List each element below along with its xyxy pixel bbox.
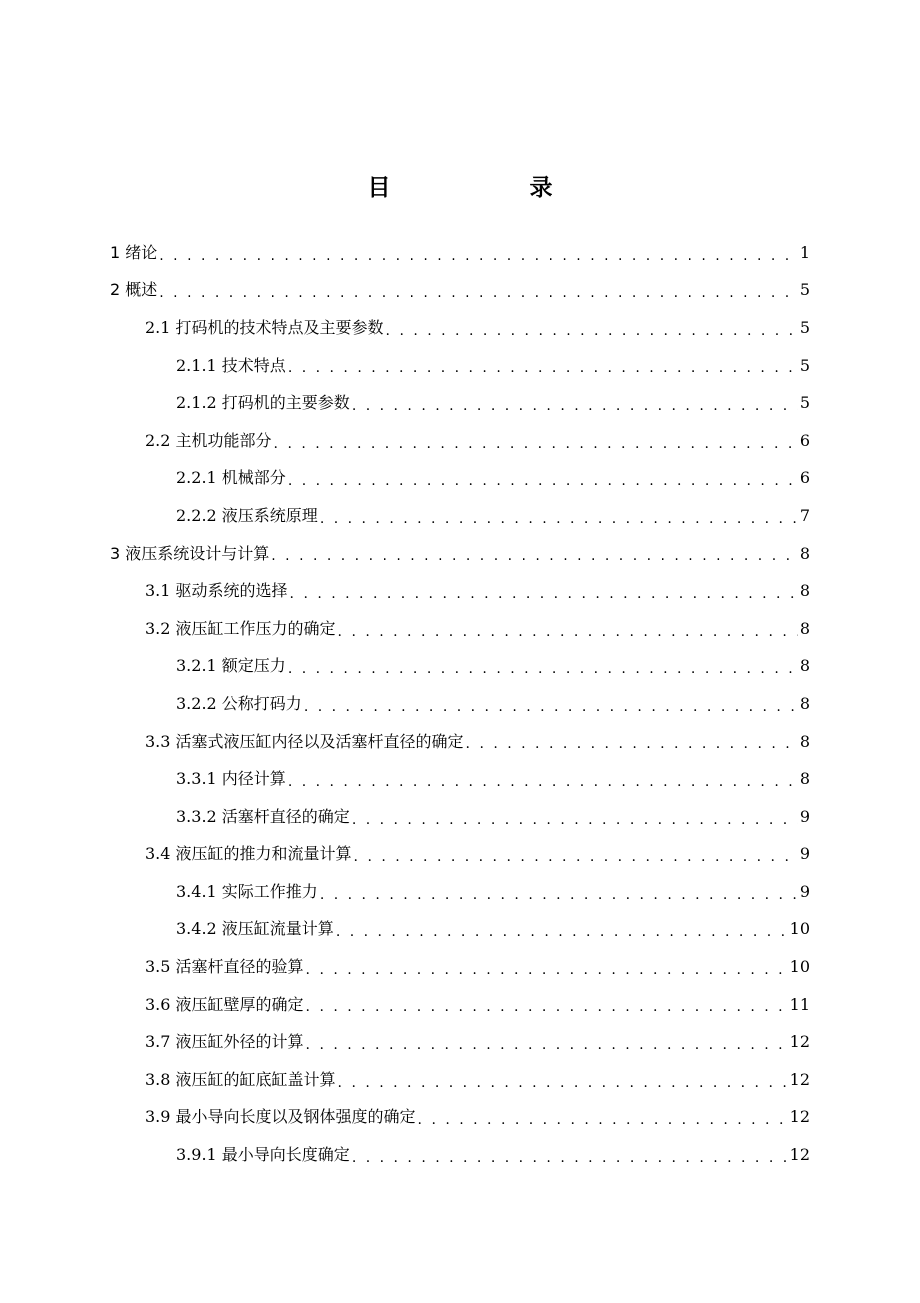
toc-entry-label: 2.1.2 打码机的主要参数 [176, 393, 350, 413]
toc-leader-dots [288, 471, 798, 497]
toc-leader-dots [386, 321, 798, 347]
toc-entry[interactable] [0, 836, 920, 874]
toc-leader-dots [352, 810, 798, 836]
toc-entry-page: 12 [789, 1032, 810, 1052]
toc-entry-page: 12 [789, 1107, 810, 1127]
toc-entry[interactable] [0, 723, 920, 761]
toc-entry-label: 3.4.2 液压缸流量计算 [176, 919, 334, 939]
toc-leader-dots [288, 659, 798, 685]
toc-entry-page: 9 [799, 881, 810, 901]
toc-entry-label: 2.2 主机功能部分 [145, 430, 272, 450]
toc-entry[interactable] [0, 798, 920, 836]
toc-entry-label: 3.3 活塞式液压缸内径以及活塞杆直径的确定 [145, 731, 464, 751]
toc-entry-page: 8 [799, 581, 810, 601]
toc-leader-dots [306, 1035, 788, 1061]
toc-entry-label: 3 液压系统设计与计算 [110, 543, 270, 563]
toc-entry-label: 3.2.1 额定压力 [176, 656, 286, 676]
toc-leader-dots [352, 1148, 788, 1174]
toc-entry[interactable] [0, 948, 920, 986]
toc-entry[interactable] [0, 234, 920, 272]
toc-leader-dots [320, 509, 798, 535]
toc-entry[interactable] [0, 347, 920, 385]
toc-leader-dots [466, 734, 798, 760]
toc-entry-label: 3.3.2 活塞杆直径的确定 [176, 806, 350, 826]
toc-leader-dots [320, 885, 798, 911]
toc-entry-label: 3.7 液压缸外径的计算 [145, 1032, 304, 1052]
toc-entry-label: 3.8 液压缸的缸底缸盖计算 [145, 1069, 336, 1089]
toc-entry-page: 8 [799, 618, 810, 638]
toc-entry[interactable] [0, 873, 920, 911]
toc-entry[interactable] [0, 384, 920, 422]
toc-entry[interactable] [0, 460, 920, 498]
toc-entry-page: 5 [799, 280, 810, 300]
toc-entry-page: 12 [789, 1069, 810, 1089]
toc-entry-label: 1 绪论 [110, 242, 158, 262]
toc-leader-dots [338, 1073, 788, 1099]
toc-entry-label: 2.1.1 技术特点 [176, 355, 286, 375]
table-of-contents [0, 234, 920, 1174]
toc-title: 目 录 [367, 175, 611, 201]
toc-leader-dots [338, 622, 798, 648]
toc-entry[interactable] [0, 572, 920, 610]
toc-entry-page: 8 [799, 769, 810, 789]
toc-leader-dots [288, 358, 798, 384]
toc-leader-dots [159, 246, 798, 272]
toc-entry-page: 8 [799, 543, 810, 563]
toc-entry-label: 3.4 液压缸的推力和流量计算 [145, 844, 352, 864]
toc-leader-dots [159, 283, 798, 309]
toc-leader-dots [304, 697, 798, 723]
toc-entry-page: 11 [789, 994, 810, 1014]
toc-entry-page: 8 [799, 693, 810, 713]
toc-leader-dots [418, 1110, 788, 1136]
toc-entry-label: 2.2.1 机械部分 [176, 468, 286, 488]
toc-entry[interactable] [0, 911, 920, 949]
toc-entry-page: 10 [789, 957, 810, 977]
toc-entry-page: 1 [799, 242, 810, 262]
toc-entry-label: 3.9.1 最小导向长度确定 [176, 1145, 350, 1165]
toc-entry-label: 2.2.2 液压系统原理 [176, 505, 318, 525]
toc-leader-dots [306, 960, 788, 986]
toc-entry-page: 5 [799, 355, 810, 375]
toc-entry-label: 3.2 液压缸工作压力的确定 [145, 618, 336, 638]
toc-entry-page: 6 [799, 430, 810, 450]
toc-entry-label: 3.1 驱动系统的选择 [145, 581, 288, 601]
toc-entry-page: 5 [799, 393, 810, 413]
toc-entry-label: 3.3.1 内径计算 [176, 769, 286, 789]
toc-entry-label: 2.1 打码机的技术特点及主要参数 [145, 317, 384, 337]
toc-entry-label: 3.2.2 公称打码力 [176, 693, 302, 713]
toc-entry-page: 6 [799, 468, 810, 488]
toc-entry-page: 9 [799, 806, 810, 826]
toc-entry-label: 3.4.1 实际工作推力 [176, 881, 318, 901]
toc-entry[interactable] [0, 422, 920, 460]
toc-entry[interactable] [0, 648, 920, 686]
toc-entry[interactable] [0, 497, 920, 535]
toc-leader-dots [290, 584, 798, 610]
toc-leader-dots [336, 922, 788, 948]
toc-leader-dots [354, 847, 798, 873]
toc-entry[interactable] [0, 610, 920, 648]
toc-entry-label: 2 概述 [110, 280, 158, 300]
toc-leader-dots [306, 997, 788, 1023]
toc-entry[interactable] [0, 1136, 920, 1174]
toc-leader-dots [271, 546, 798, 572]
toc-entry-page: 12 [789, 1145, 810, 1165]
toc-entry-label: 3.5 活塞杆直径的验算 [145, 957, 304, 977]
toc-entry[interactable] [0, 1061, 920, 1099]
toc-entry[interactable] [0, 535, 920, 573]
toc-entry-page: 5 [799, 317, 810, 337]
toc-entry-page: 7 [799, 505, 810, 525]
toc-entry[interactable] [0, 685, 920, 723]
toc-entry[interactable] [0, 1099, 920, 1137]
toc-entry-page: 8 [799, 731, 810, 751]
toc-entry[interactable] [0, 1023, 920, 1061]
toc-entry[interactable] [0, 760, 920, 798]
toc-leader-dots [288, 772, 798, 798]
toc-leader-dots [352, 396, 798, 422]
toc-entry[interactable] [0, 986, 920, 1024]
toc-entry-page: 8 [799, 656, 810, 676]
toc-entry-page: 10 [789, 919, 810, 939]
toc-entry-page: 9 [799, 844, 810, 864]
toc-entry-label: 3.9 最小导向长度以及钢体强度的确定 [145, 1107, 416, 1127]
toc-entry[interactable] [0, 272, 920, 310]
toc-entry[interactable] [0, 309, 920, 347]
toc-entry-label: 3.6 液压缸壁厚的确定 [145, 994, 304, 1014]
toc-leader-dots [274, 434, 798, 460]
